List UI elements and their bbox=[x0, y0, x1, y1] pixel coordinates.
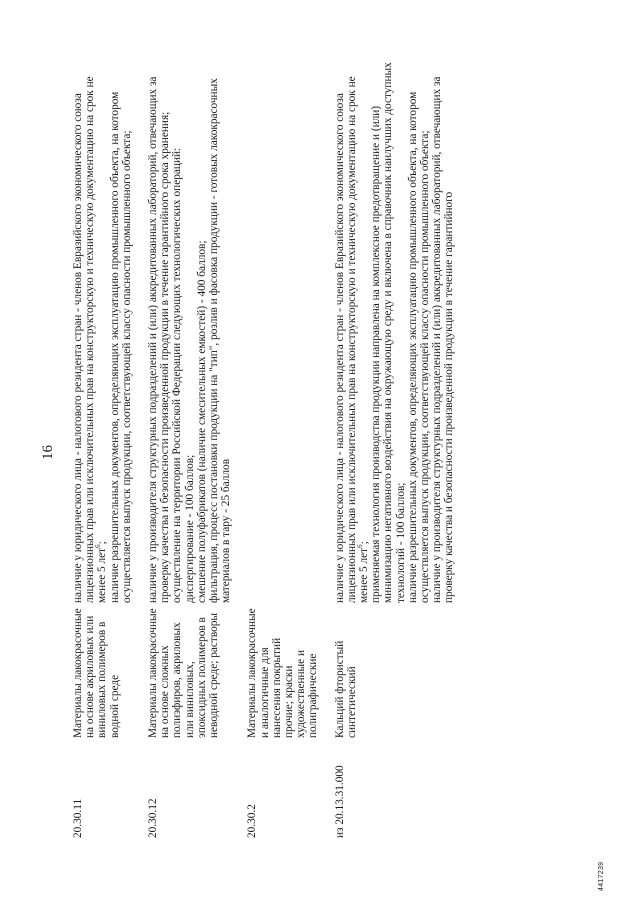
requirement-line: наличие разрешительных документов, определяющих эксплуатацию промышленного объекта, на котором осуществляется выпуск продукции, соответствующей классу опасности промышленного объекта; bbox=[406, 91, 432, 603]
requirements-cell bbox=[147, 48, 246, 603]
requirement-line: осуществление на территории Российской Федерации следующих технологических операций: bbox=[171, 147, 184, 603]
table-row bbox=[334, 48, 470, 838]
page-number: 16 bbox=[40, 445, 56, 460]
requirement-end: ; bbox=[358, 541, 371, 545]
okpd-code: 20.30.11 bbox=[72, 798, 84, 838]
document-id: 4417239 bbox=[598, 861, 605, 891]
requirement-line bbox=[334, 48, 371, 603]
table-row bbox=[72, 48, 147, 838]
requirement-end: ; bbox=[96, 541, 109, 545]
requirements-cell bbox=[334, 48, 470, 603]
footnote-mark: 6 bbox=[94, 544, 103, 548]
requirements-cell bbox=[246, 48, 333, 603]
requirements-cell bbox=[72, 48, 147, 603]
requirement-line bbox=[72, 48, 109, 603]
requirement-line: фильтрация, процесс постановки продукции на "тип", розлив и фасовка продукции - готовых лакокрасочных материалов в тару - 25 баллов bbox=[208, 78, 233, 603]
table-row bbox=[246, 48, 333, 838]
okpd-requirements-table bbox=[72, 48, 470, 838]
okpd-code: 20.30.2 bbox=[246, 804, 259, 838]
okpd-code: из 20.13.31.000 bbox=[333, 765, 346, 838]
product-name: Материалы лакокрасочные и аналогичные для нанесения покрытий прочие; краски художественные и полиграфические bbox=[246, 608, 320, 738]
footnote-mark: 6 bbox=[356, 544, 365, 548]
requirement-text: наличие у юридического лица - налогового резидента стран - членов Евразийского экономического союза лицензионных прав или исключительных прав на конструкторскую и техническую документацию на срок не менее 5 лет bbox=[72, 76, 109, 603]
requirement-line: наличие у производителя структурных подразделений и (или) аккредитованных лабораторий, отвечающих за проверку качества и безопасности произведенной продукции в течение гарантийного срока хранения; bbox=[147, 76, 172, 603]
requirement-line: смешение полуфабрикатов (наличие смесительных емкостей) - 400 баллов; bbox=[195, 240, 208, 603]
requirement-line: применяемая технология производства продукции направлена на комплексное предотвращение и (или) минимизацию негативного воздействия на окружающую среду и включена в справочник наилучших доступных технологий - 100 баллов; bbox=[370, 62, 407, 603]
requirement-line: наличие у производителя структурных подразделений и (или) аккредитованных лабораторий, отвечающих за проверку качества и безопасности произведенной продукции в течение гарантийного bbox=[431, 76, 456, 603]
table-row bbox=[147, 48, 246, 838]
product-name: Материалы лакокрасочные на основе сложных полиэфиров, акриловых или виниловых, эпоксидных полимеров в неводной среде; растворы bbox=[147, 608, 221, 738]
okpd-code: 20.30.12 bbox=[147, 798, 160, 838]
product-name: Материалы лакокрасочные на основе акриловых или виниловых полимеров в водной среде bbox=[72, 608, 121, 738]
product-name: Кальций фтористый синтетический bbox=[333, 640, 358, 738]
requirement-line: наличие разрешительных документов, определяющих эксплуатацию промышленного объекта, на котором осуществляется выпуск продукции, соответствующей классу опасности промышленного объекта; bbox=[108, 91, 133, 603]
requirement-line: диспергирование - 100 баллов; bbox=[183, 454, 196, 603]
requirement-text: наличие у юридического лица - налогового резидента стран - членов Евразийского экономического союза лицензионных прав или исключительных прав на конструкторскую и техническую документацию на срок не менее 5 лет bbox=[333, 76, 371, 603]
